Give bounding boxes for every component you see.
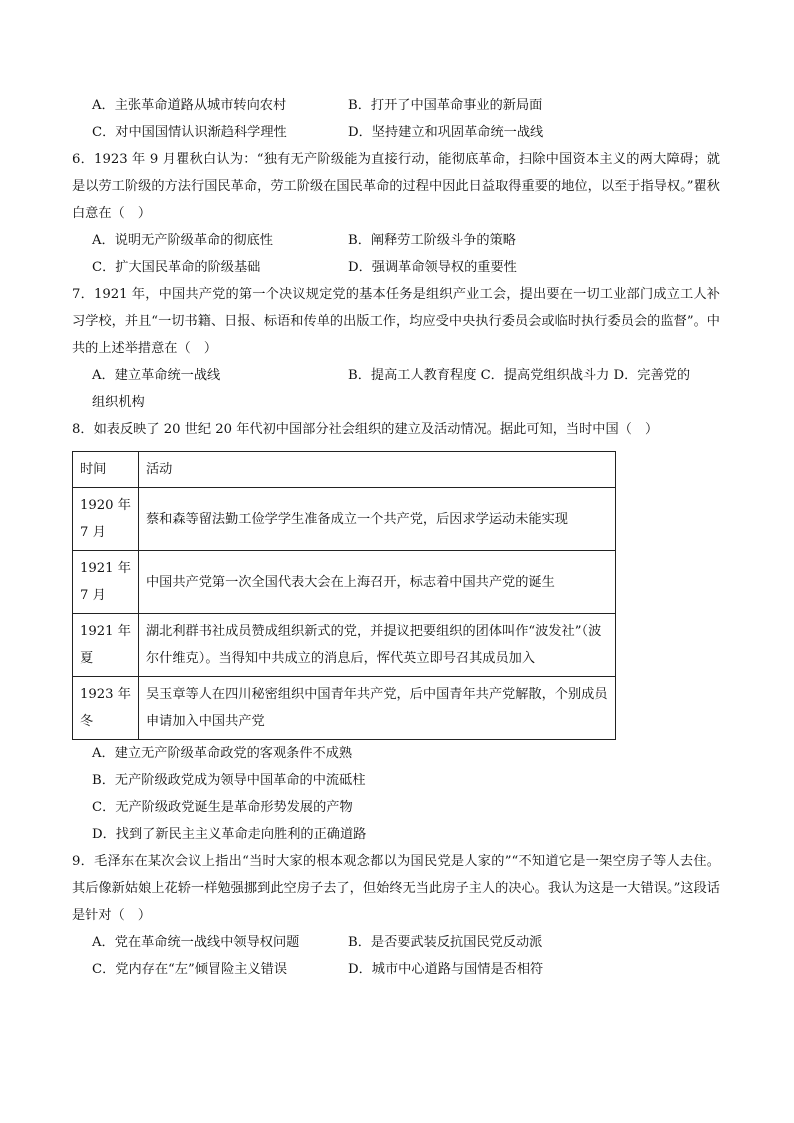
table-header-time: 时间 [73,452,139,488]
table-cell-activity: 蔡和森等留法勤工俭学学生准备成立一个共产党，后因求学运动未能实现 [139,488,616,551]
q8-stem: 8．如表反映了 20 世纪 20 年代初中国部分社会组织的建立及活动情况。据此可知，当时中国（ ） [72,422,659,437]
q6-option-d: D．强调革命领导权的重要性 [348,260,517,275]
table-cell-activity: 中国共产党第一次全国代表大会在上海召开，标志着中国共产党的诞生 [139,551,616,614]
table-row [73,551,616,614]
table-cell-time: 1920 年 7 月 [73,488,139,551]
q5-option-a: A．主张革命道路从城市转向农村 [92,98,287,113]
table-row [73,677,616,740]
q5-options-row-2 [72,119,720,146]
q7-stem: 7．1921 年，中国共产党的第一个决议规定党的基本任务是组织产业工会，提出要在一切工业部门成立工人补习学校，并且“一切书籍、日报、标语和传单的出版工作，均应受中央执行委员会或临时执行委员会的监督”。中共的上述举措意在（ ） [72,287,720,356]
q6-option-b: B．阐释劳工阶级斗争的策略 [348,233,516,248]
q6-option-a: A．说明无产阶级革命的彻底性 [92,233,273,248]
table-header-row [73,452,616,488]
q5-option-d: D．坚持建立和巩固革命统一战线 [348,125,544,140]
q7-option-d-continued: 组织机构 [92,395,145,410]
q6-stem: 6．1923 年 9 月瞿秋白认为：“独有无产阶级能为直接行动，能彻底革命，扫除中国资本主义的两大障碍；就是以劳工阶级的方法行国民革命，劳工阶级在国民革命的过程中因此日益取得重要的地位，以至于指导权。”瞿秋白意在（ ） [72,152,720,221]
table-cell-time: 1921 年 7 月 [73,551,139,614]
q8-option-a: A．建立无产阶级革命政党的客观条件不成熟 [92,746,353,761]
q9-options-row-2 [72,956,720,983]
q5-options-row-1 [72,92,720,119]
q9-option-d: D．城市中心道路与国情是否相符 [348,962,544,977]
q5-option-c: C．对中国国情认识渐趋科学理性 [92,125,287,140]
q6-options-row-2 [72,254,720,281]
table-row [73,488,616,551]
q8-table [72,451,616,740]
q7-option-a: A．建立革命统一战线 [92,368,221,383]
q8-option-b: B．无产阶级政党成为领导中国革命的中流砥柱 [92,773,366,788]
table-row [73,614,616,677]
q5-option-b: B．打开了中国革命事业的新局面 [348,98,543,113]
q7-options-row [72,362,720,389]
q9-option-a: A．党在革命统一战线中领导权问题 [92,935,300,950]
q8-option-c: C．无产阶级政党诞生是革命形势发展的产物 [92,800,353,815]
q6-option-c: C．扩大国民革命的阶级基础 [92,260,261,275]
table-cell-time: 1923 年冬 [73,677,139,740]
q9-options-row-1 [72,929,720,956]
table-cell-time: 1921 年夏 [73,614,139,677]
q8-option-d: D．找到了新民主主义革命走向胜利的正确道路 [92,827,367,842]
q9-option-b: B．是否要武装反抗国民党反动派 [348,935,543,950]
table-cell-activity: 湖北利群书社成员赞成组织新式的党，并提议把要组织的团体叫作“波发社”（波尔什维克）。当得知中共成立的消息后，恽代英立即号召其成员加入 [139,614,616,677]
q9-option-c: C．党内存在“左”倾冒险主义错误 [92,962,288,977]
table-cell-activity: 吴玉章等人在四川秘密组织中国青年共产党，后中国青年共产党解散，个别成员申请加入中国共产党 [139,677,616,740]
table-header-activity: 活动 [139,452,616,488]
q7-options-bcd: B．提高工人教育程度 C．提高党组织战斗力 D．完善党的 [348,368,691,383]
q6-options-row-1 [72,227,720,254]
exam-page [72,92,720,983]
q9-stem: 9．毛泽东在某次会议上指出“当时大家的根本观念都以为国民党是人家的”“不知道它是一架空房子等人去住。其后像新姑娘上花轿一样勉强挪到此空房子去了，但始终无当此房子主人的决心。我认为这是一大错误。”这段话是针对（ ） [72,854,720,923]
